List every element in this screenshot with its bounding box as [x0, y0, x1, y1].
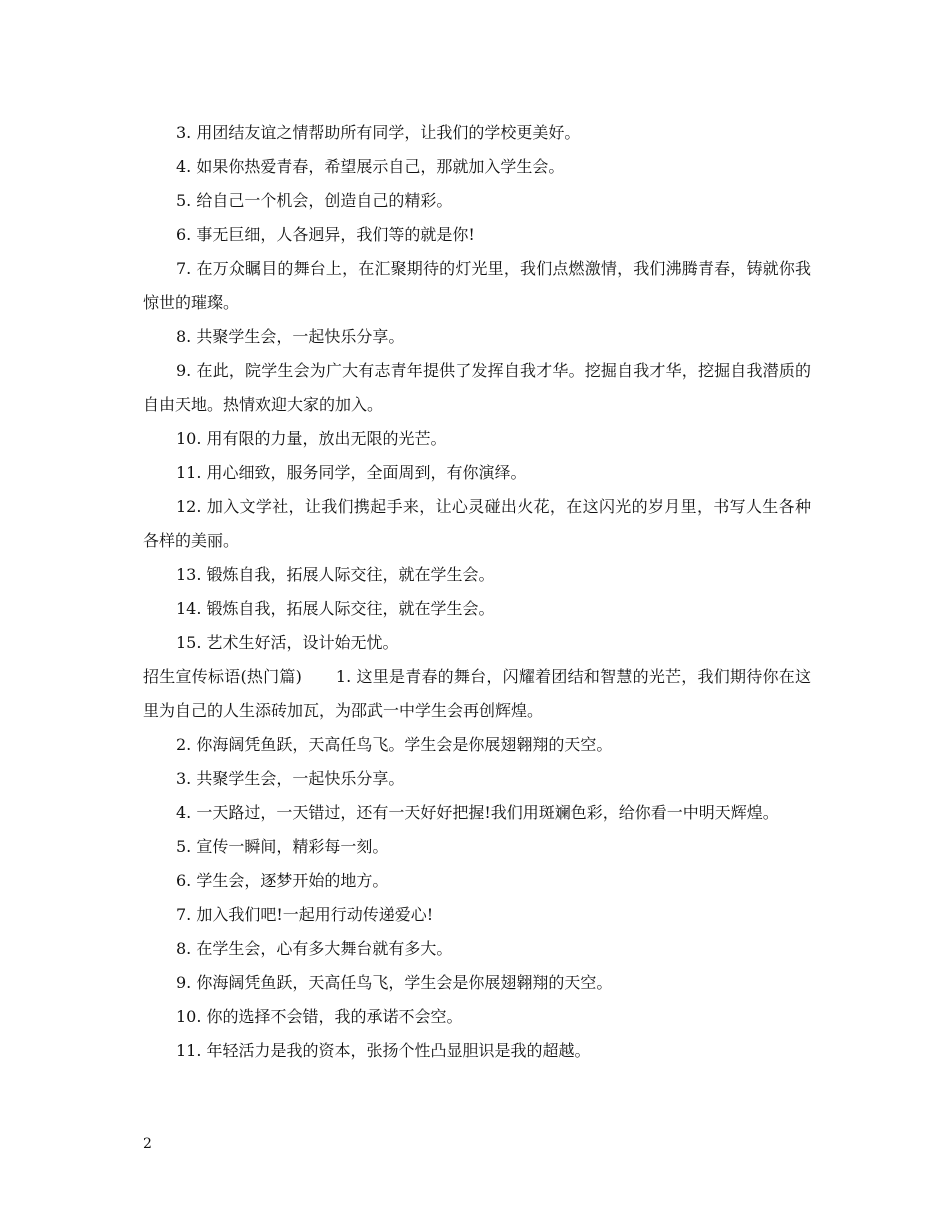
slogan-paragraph: 5. 给自己一个机会，创造自己的精彩。 [176, 191, 453, 210]
slogan-paragraph: 11. 用心细致，服务同学，全面周到，有你演绎。 [176, 463, 527, 482]
section-heading: 招生宣传标语(热门篇) [143, 667, 302, 686]
section-paragraph [143, 660, 811, 728]
slogan-paragraph: 3. 共聚学生会，一起快乐分享。 [176, 769, 405, 788]
slogan-paragraph: 2. 你海阔凭鱼跃，天高任鸟飞。学生会是你展翅翱翔的天空。 [176, 735, 613, 754]
slogan-paragraph: 11. 年轻活力是我的资本，张扬个性凸显胆识是我的超越。 [176, 1041, 591, 1060]
slogan-paragraph: 7. 加入我们吧!一起用行动传递爱心! [176, 905, 434, 924]
slogan-paragraph: 4. 如果你热爱青春，希望展示自己，那就加入学生会。 [176, 157, 565, 176]
slogan-paragraph: 8. 共聚学生会，一起快乐分享。 [176, 327, 405, 346]
slogan-paragraph: 3. 用团结友谊之情帮助所有同学，让我们的学校更美好。 [176, 123, 581, 142]
slogan-paragraph: 10. 用有限的力量，放出无限的光芒。 [176, 429, 447, 448]
section-first-slogan: 1. 这里是青春的舞台，闪耀着团结和智慧的光芒，我们期待你在这里为自己的人生添砖加瓦，为邵武一中学生会再创辉煌。 [143, 667, 811, 720]
slogan-paragraph: 4. 一天路过，一天错过，还有一天好好把握!我们用斑斓色彩，给你看一中明天辉煌。 [176, 803, 779, 822]
slogan-paragraph: 13. 锻炼自我，拓展人际交往，就在学生会。 [176, 565, 495, 584]
page-number: 2 [143, 1136, 152, 1152]
slogan-paragraph: 15. 艺术生好活，设计始无忧。 [176, 633, 399, 652]
slogan-paragraph: 10. 你的选择不会错，我的承诺不会空。 [176, 1007, 463, 1026]
slogan-paragraph: 14. 锻炼自我，拓展人际交往，就在学生会。 [176, 599, 495, 618]
slogan-paragraph: 6. 事无巨细，人各迥异，我们等的就是你! [176, 225, 475, 244]
document-body [143, 116, 811, 1068]
slogan-paragraph: 7. 在万众瞩目的舞台上，在汇聚期待的灯光里，我们点燃激情，我们沸腾青春，铸就你我惊世的璀璨。 [143, 259, 811, 312]
slogan-paragraph: 12. 加入文学社，让我们携起手来，让心灵碰出火花，在这闪光的岁月里，书写人生各种各样的美丽。 [143, 497, 811, 550]
slogan-paragraph: 8. 在学生会，心有多大舞台就有多大。 [176, 939, 453, 958]
slogan-paragraph: 5. 宣传一瞬间，精彩每一刻。 [176, 837, 389, 856]
slogan-paragraph: 9. 在此，院学生会为广大有志青年提供了发挥自我才华。挖掘自我才华，挖掘自我潜质的自由天地。热情欢迎大家的加入。 [143, 361, 811, 414]
slogan-paragraph: 6. 学生会，逐梦开始的地方。 [176, 871, 389, 890]
slogan-paragraph: 9. 你海阔凭鱼跃，天高任鸟飞，学生会是你展翅翱翔的天空。 [176, 973, 613, 992]
